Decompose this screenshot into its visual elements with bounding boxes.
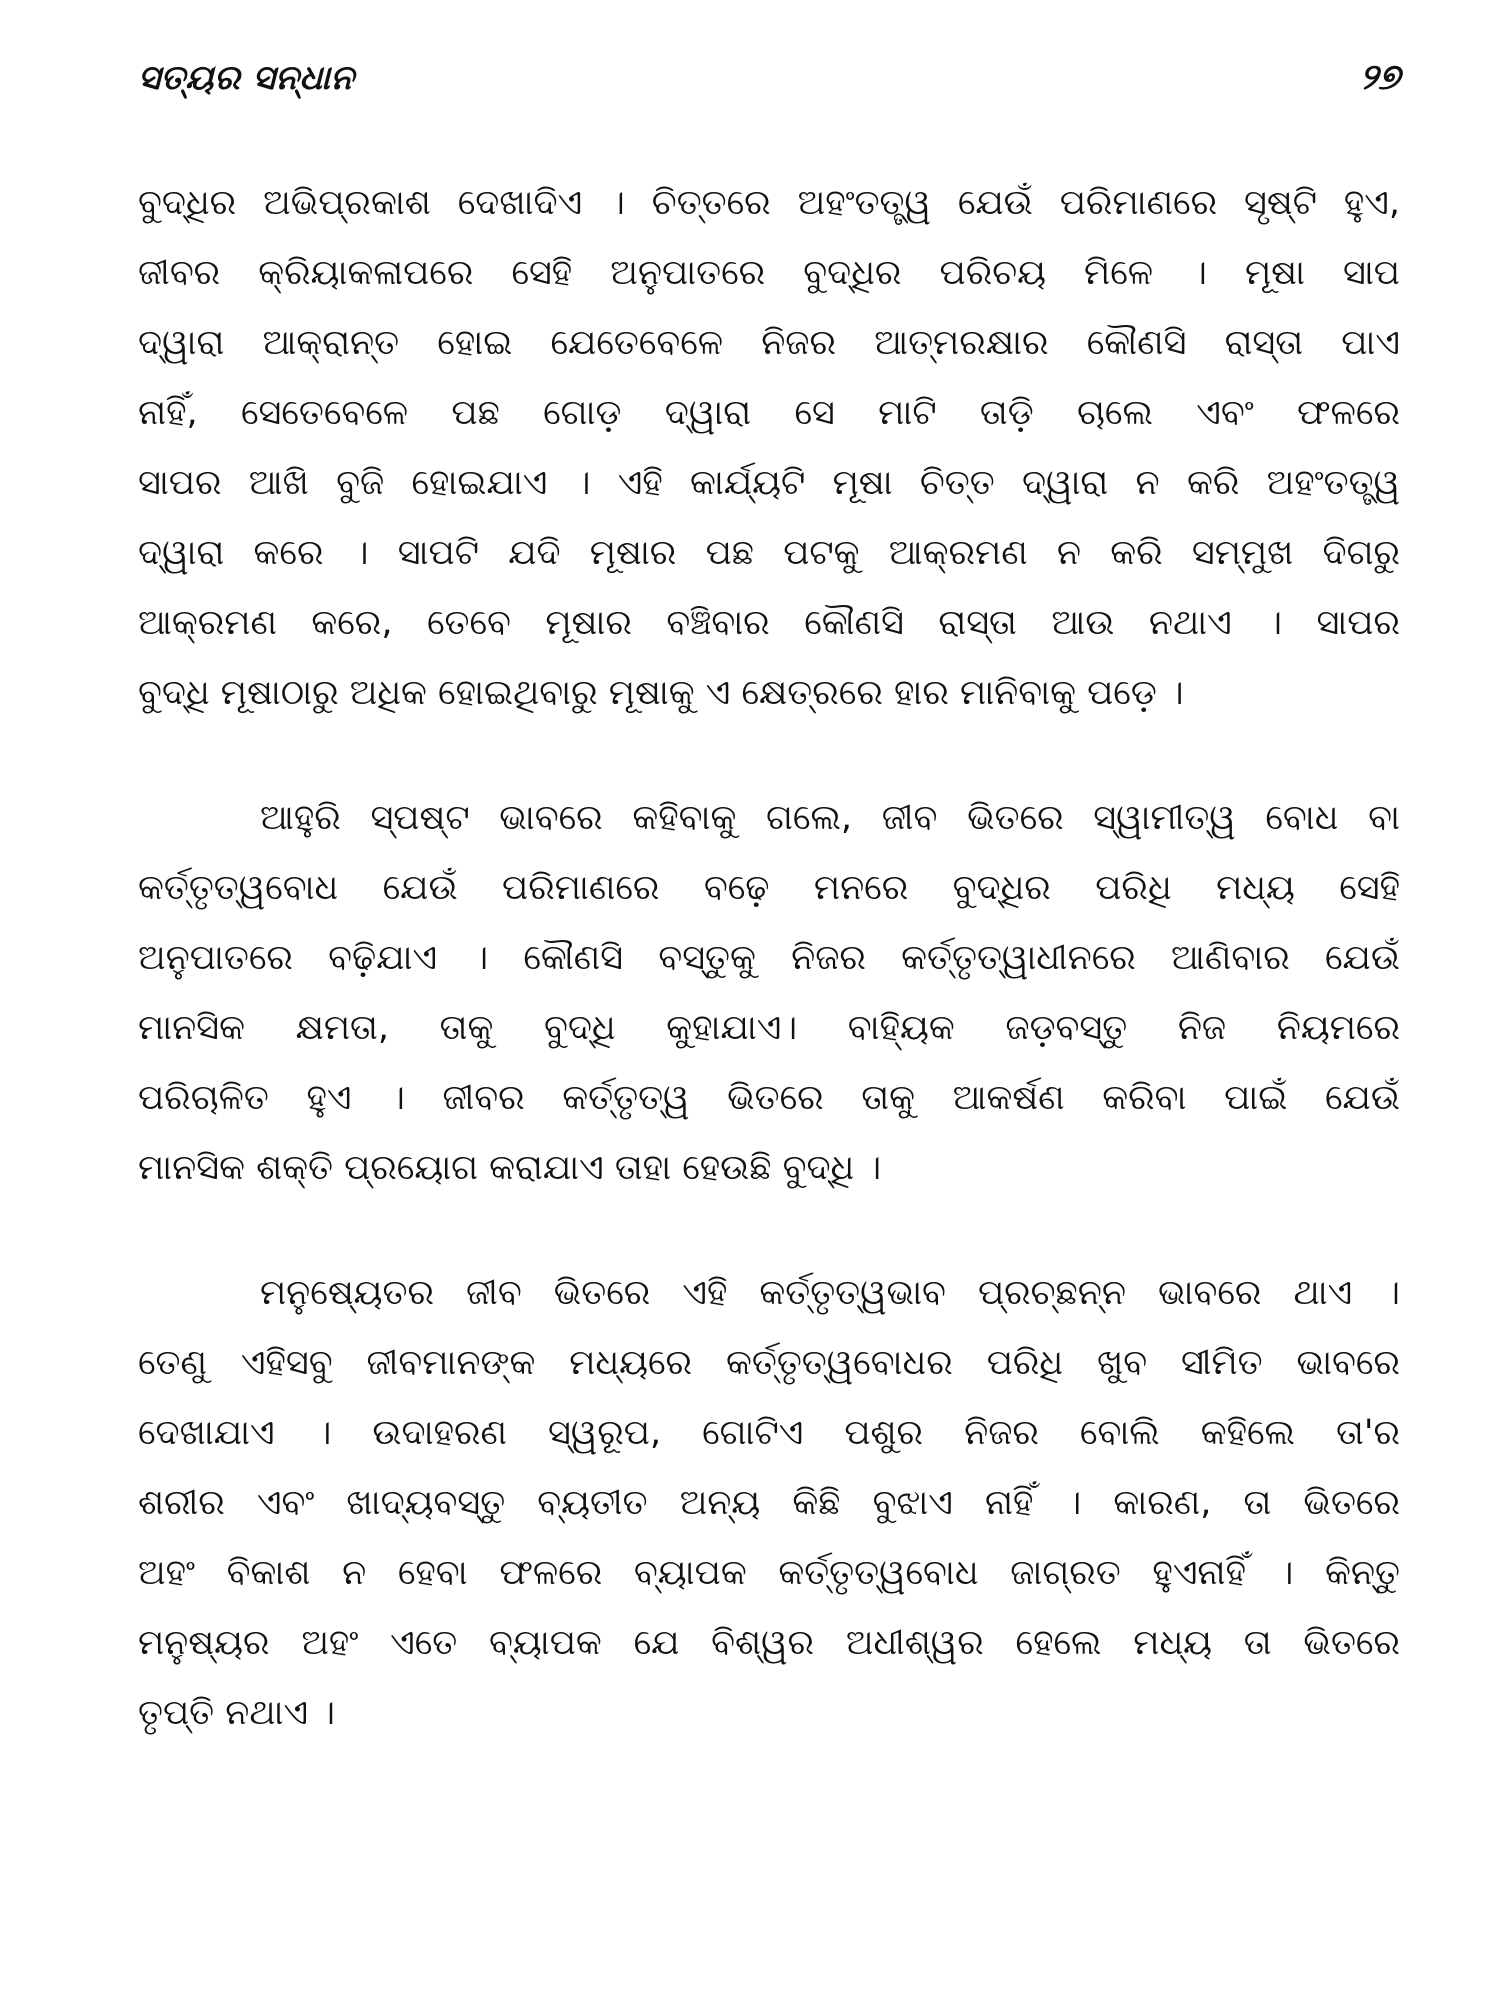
text-line: ପରିଚାଳିତ ହୁଏ । ଜୀବର କର୍ତ୍ତୃତ୍ୱ ଭିତରେ ତାକୁ ଆକର୍ଷଣ କରିବା ପାଇଁ ଯେଉଁ: [138, 1078, 1400, 1118]
text-line: ଅହଂ ବିକାଶ ନ ହେବା ଫଳରେ ବ୍ୟାପକ କର୍ତ୍ତୃତ୍ୱବୋଧ ଜାଗ୍ରତ ହୁଏନାହିଁ । କିନ୍ତୁ: [138, 1553, 1400, 1593]
text-line: କର୍ତ୍ତୃତ୍ୱବୋଧ ଯେଉଁ ପରିମାଣରେ ବଢ଼େ ମନରେ ବୁଦ୍ଧିର ପରିଧି ମଧ୍ୟ ସେହି: [138, 868, 1400, 908]
body-text: [138, 168, 1400, 1803]
text-line: ଦ୍ୱାରା କରେ । ସାପଟି ଯଦି ମୂଷାର ପଛ ପଟକୁ ଆକ୍ରମଣ ନ କରି ସମ୍ମୁଖ ଦିଗରୁ: [138, 533, 1400, 573]
paragraph-1: [138, 168, 1400, 728]
text-line: ସାପର ଆଖି ବୁଜି ହୋଇଯାଏ । ଏହି କାର୍ଯ୍ୟଟି ମୂଷା ଚିତ୍ତ ଦ୍ୱାରା ନ କରି ଅହଂତତ୍ତ୍ୱ: [138, 463, 1400, 503]
text-line: ମାନସିକ କ୍ଷମତା, ତାକୁ ବୁଦ୍ଧି କୁହାଯାଏ। ବାହ୍ୟିକ ଜଡ଼ବସ୍ତୁ ନିଜ ନିୟମରେ: [138, 1008, 1400, 1048]
text-line: ଜୀବର କ୍ରିୟାକଳାପରେ ସେହି ଅନୁପାତରେ ବୁଦ୍ଧିର ପରିଚୟ ମିଳେ । ମୂଷା ସାପ: [138, 253, 1400, 293]
paragraph-2: [138, 783, 1400, 1203]
text-line: ମାନସିକ ଶକ୍ତି ପ୍ରୟୋଗ କରାଯାଏ ତାହା ହେଉଛି ବୁଦ୍ଧି ।: [138, 1148, 882, 1188]
running-title: ସତ୍ୟର ସନ୍ଧାନ: [138, 58, 355, 98]
text-line: ତୃପ୍ତି ନଥାଏ ।: [138, 1693, 335, 1733]
running-header: [138, 48, 1400, 108]
page-number: ୨୭: [1360, 57, 1400, 98]
text-line: ଅନୁପାତରେ ବଢ଼ିଯାଏ । କୌଣସି ବସ୍ତୁକୁ ନିଜର କର୍ତ୍ତୃତ୍ୱାଧୀନରେ ଆଣିବାର ଯେଉଁ: [138, 938, 1400, 978]
text-line: ନାହିଁ, ସେତେବେଳେ ପଛ ଗୋଡ଼ ଦ୍ୱାରା ସେ ମାଟି ତାଡ଼ି ଚାଲେ ଏବଂ ଫଳରେ: [138, 393, 1400, 433]
text-line: ମନୁଷ୍ୟର ଅହଂ ଏତେ ବ୍ୟାପକ ଯେ ବିଶ୍ୱର ଅଧୀଶ୍ୱର ହେଲେ ମଧ୍ୟ ତା ଭିତରେ: [138, 1623, 1400, 1663]
text-line: ମନୁଷ୍ୟେତର ଜୀବ ଭିତରେ ଏହି କର୍ତ୍ତୃତ୍ୱଭାବ ପ୍ରଚ୍ଛନ୍ନ ଭାବରେ ଥାଏ ।: [260, 1273, 1400, 1313]
text-line: ଆହୁରି ସ୍ପଷ୍ଟ ଭାବରେ କହିବାକୁ ଗଲେ, ଜୀବ ଭିତରେ ସ୍ୱାମୀତ୍ୱ ବୋଧ ବା: [260, 798, 1400, 838]
text-line: ଆକ୍ରମଣ କରେ, ତେବେ ମୂଷାର ବଞ୍ଚିବାର କୌଣସି ରାସ୍ତା ଆଉ ନଥାଏ । ସାପର: [138, 603, 1400, 643]
text-line: ଦ୍ୱାରା ଆକ୍ରାନ୍ତ ହୋଇ ଯେତେବେଳେ ନିଜର ଆତ୍ମରକ୍ଷାର କୌଣସି ରାସ୍ତା ପାଏ: [138, 323, 1400, 363]
text-line: ବୁଦ୍ଧିର ଅଭିପ୍ରକାଶ ଦେଖାଦିଏ । ଚିତ୍ତରେ ଅହଂତତ୍ତ୍ୱ ଯେଉଁ ପରିମାଣରେ ସୃଷ୍ଟି ହୁଏ,: [138, 183, 1400, 223]
text-line: ତେଣୁ ଏହିସବୁ ଜୀବମାନଙ୍କ ମଧ୍ୟରେ କର୍ତ୍ତୃତ୍ୱବୋଧର ପରିଧି ଖୁବ ସୀମିତ ଭାବରେ: [138, 1343, 1400, 1383]
text-line: ବୁଦ୍ଧି ମୂଷାଠାରୁ ଅଧିକ ହୋଇଥିବାରୁ ମୂଷାକୁ ଏ କ୍ଷେତ୍ରରେ ହାର ମାନିବାକୁ ପଡ଼େ ।: [138, 673, 1184, 713]
text-line: ଦେଖାଯାଏ । ଉଦାହରଣ ସ୍ୱରୂପ, ଗୋଟିଏ ପଶୁର ନିଜର ବୋଲି କହିଲେ ତା'ର: [138, 1413, 1400, 1453]
text-line: ଶରୀର ଏବଂ ଖାଦ୍ୟବସ୍ତୁ ବ୍ୟତୀତ ଅନ୍ୟ କିଛି ବୁଝାଏ ନାହିଁ । କାରଣ, ତା ଭିତରେ: [138, 1483, 1400, 1523]
paragraph-3: [138, 1258, 1400, 1748]
